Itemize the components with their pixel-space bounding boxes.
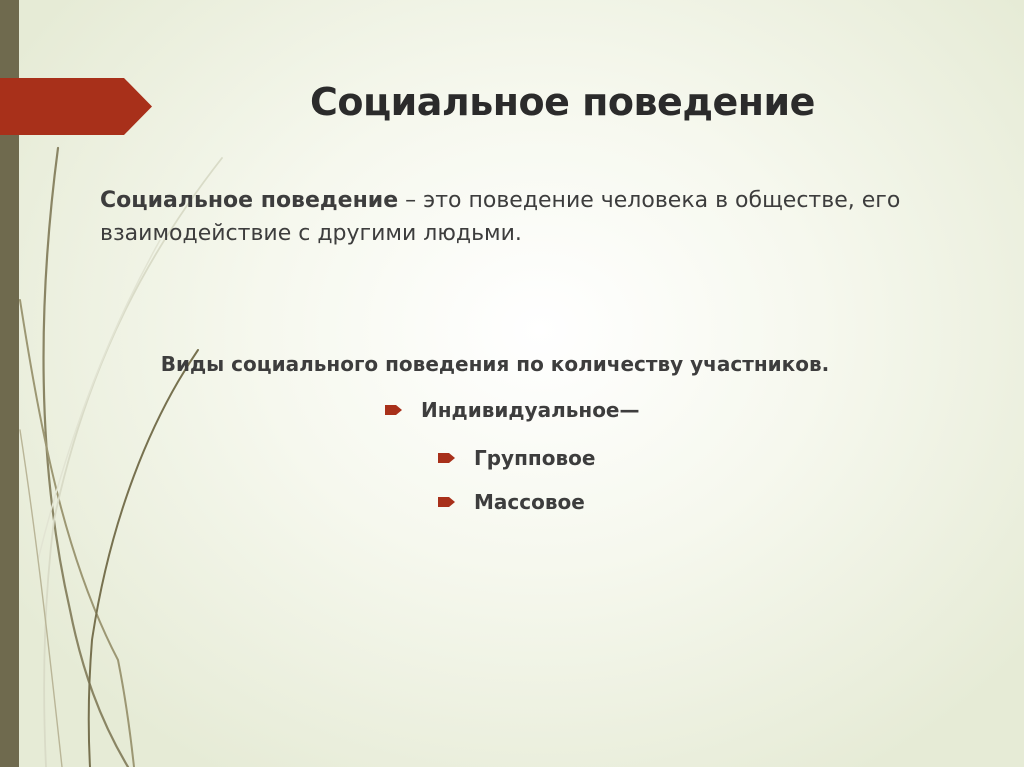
bullet-label: Групповое — [474, 446, 596, 470]
bullet-item-individual — [385, 398, 640, 422]
title-accent-flag — [0, 78, 152, 135]
slide-title: Социальное поведение — [310, 80, 815, 124]
bullet-label: Индивидуальное— — [421, 398, 640, 422]
definition-paragraph — [100, 184, 930, 250]
definition-text: – это поведение человека в обществе, его взаимодействие с другими людьми. — [100, 188, 901, 246]
arrow-bullet-icon — [438, 452, 456, 464]
types-heading: Виды социального поведения по количеству участников. — [160, 352, 830, 376]
arrow-bullet-icon — [438, 496, 456, 508]
bullet-item-mass — [438, 490, 585, 514]
definition-term: Социальное поведение — [100, 188, 399, 213]
arrow-bullet-icon — [385, 404, 403, 416]
bullet-label: Массовое — [474, 490, 585, 514]
bullet-item-group — [438, 446, 595, 470]
